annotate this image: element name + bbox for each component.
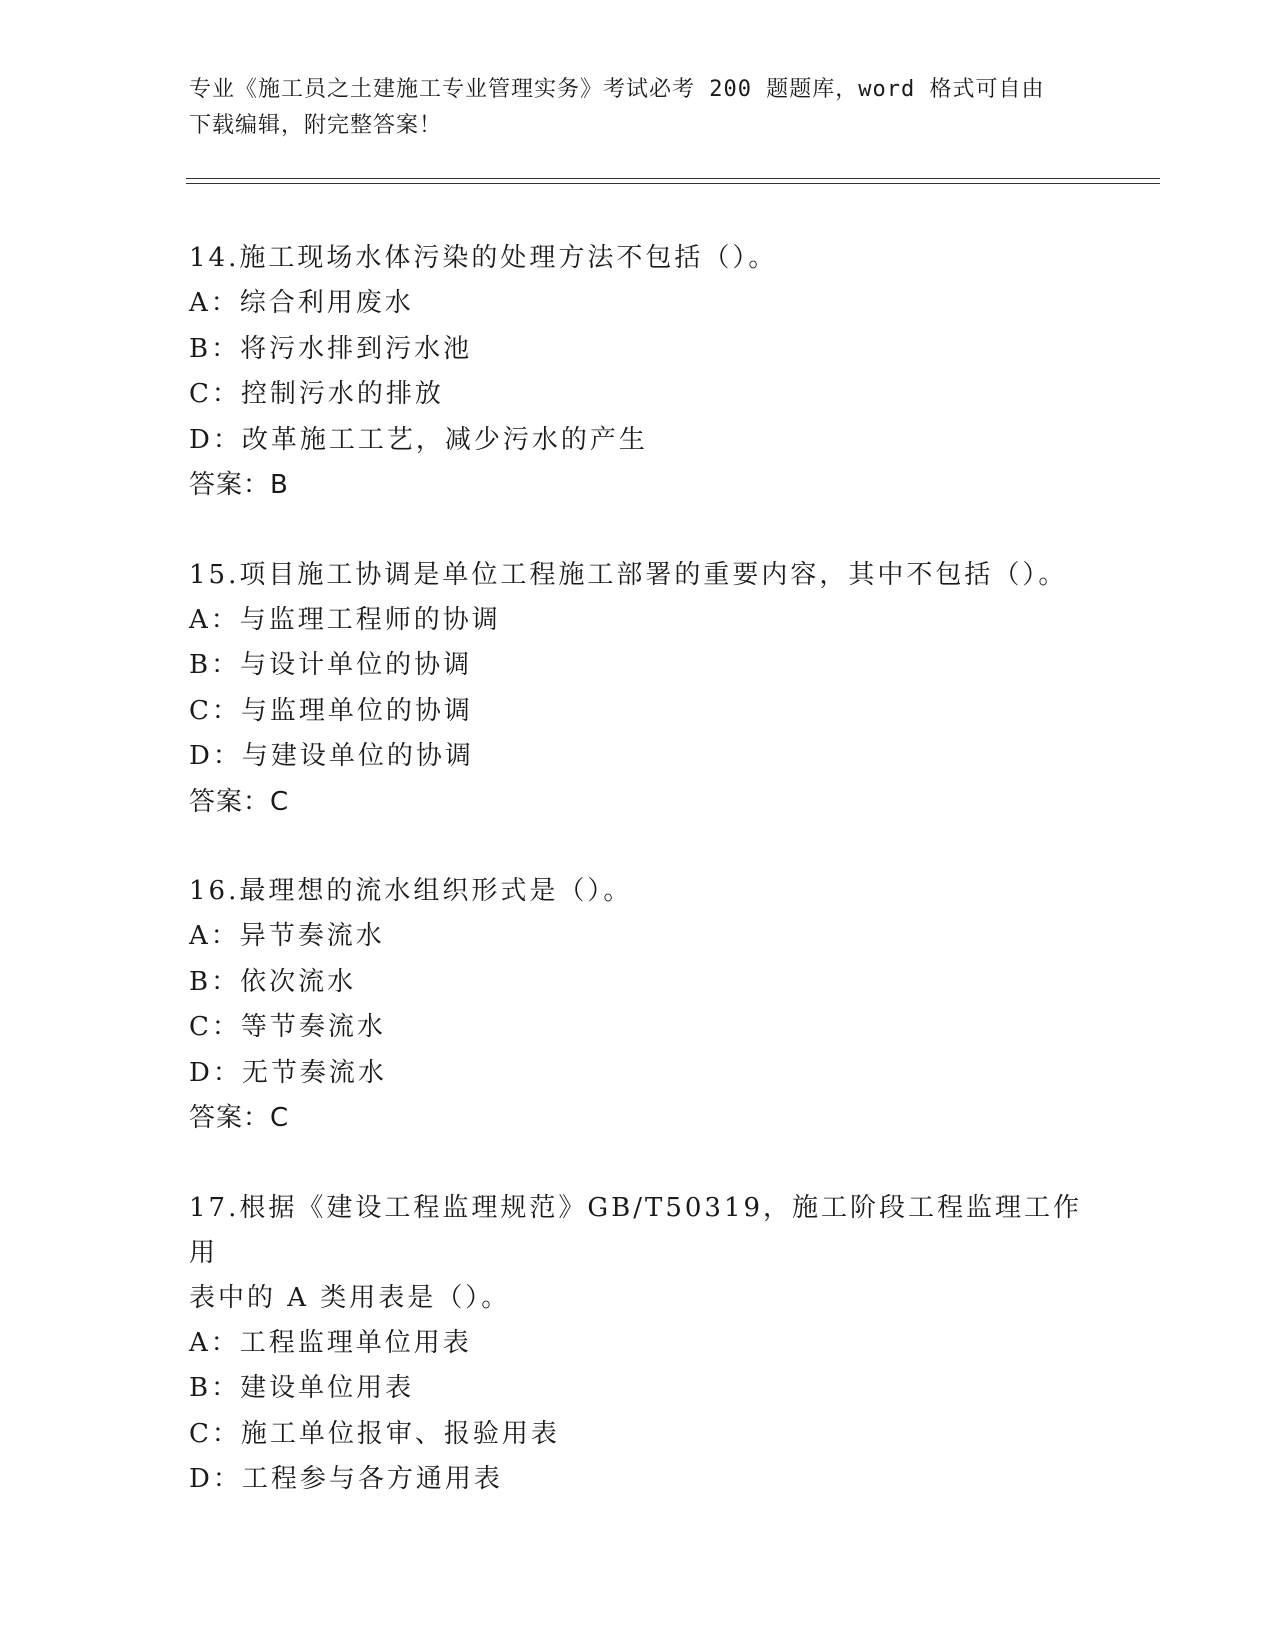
option-b: B：依次流水 — [189, 966, 357, 997]
option-c: C：等节奏流水 — [189, 1012, 386, 1042]
option-c: C：与监理单位的协调 — [189, 695, 473, 726]
option-d: D：改革施工工艺，减少污水的产生 — [189, 424, 648, 455]
header-line-2: 下载编辑，附完整答案！ — [189, 113, 443, 138]
question-stem: 14.施工现场水体污染的处理方法不包括（）。 — [189, 243, 778, 273]
question-stem-line-1: 17.根据《建设工程监理规范》GB/T50319，施工阶段工程监理工作用 — [189, 1192, 1083, 1268]
header-divider-bottom — [186, 183, 1160, 184]
option-b: B：将污水排到污水池 — [189, 333, 473, 364]
option-a: A：工程监理单位用表 — [189, 1327, 472, 1358]
question-list — [189, 236, 1089, 1547]
question-stem: 15.项目施工协调是单位工程施工部署的重要内容，其中不包括（）。 — [189, 559, 1068, 590]
question-17 — [189, 1186, 1089, 1503]
answer-line: 答案：C — [189, 1103, 290, 1133]
header-divider-top — [186, 178, 1160, 179]
question-16 — [189, 869, 1089, 1142]
option-c: C：施工单位报审、报验用表 — [189, 1418, 560, 1449]
option-c: C：控制污水的排放 — [189, 379, 444, 409]
option-d: D：与建设单位的协调 — [189, 741, 474, 771]
document-header — [189, 72, 1089, 144]
option-a: A：异节奏流水 — [189, 921, 385, 951]
option-a: A：与监理工程师的协调 — [189, 604, 501, 635]
option-b: B：与设计单位的协调 — [189, 650, 473, 680]
answer-line: 答案：C — [189, 786, 290, 817]
question-14 — [189, 236, 1089, 509]
header-line-1: 专业《施工员之土建施工专业管理实务》考试必考 200 题题库，word 格式可自由 — [189, 77, 1045, 102]
option-a: A：综合利用废水 — [189, 288, 414, 318]
question-stem: 16.最理想的流水组织形式是（）。 — [189, 876, 633, 906]
option-b: B：建设单位用表 — [189, 1373, 415, 1403]
answer-line: 答案：B — [189, 470, 289, 500]
question-15 — [189, 553, 1089, 826]
question-stem-line-2: 表中的 A 类用表是（）。 — [189, 1282, 511, 1313]
option-d: D：无节奏流水 — [189, 1057, 387, 1088]
option-d: D：工程参与各方通用表 — [189, 1464, 503, 1494]
